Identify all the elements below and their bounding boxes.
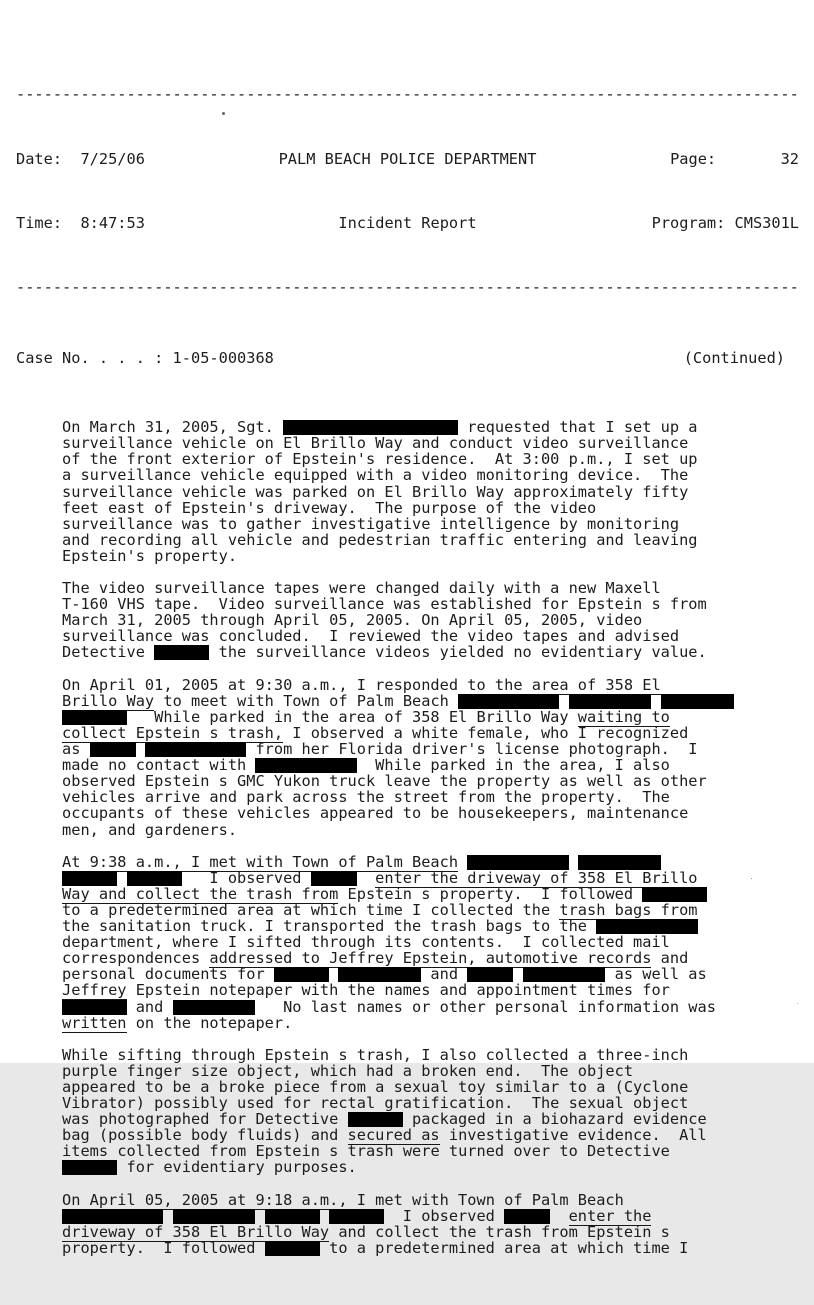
header-time [16, 215, 338, 231]
report-line [62, 741, 799, 757]
report-type-title: Incident Report [338, 214, 477, 233]
text-run: Epstein's property. [62, 546, 238, 565]
text-run: on the notepaper. [126, 1013, 293, 1032]
report-line [62, 934, 799, 950]
underlined-text: addressed to Jeffrey Epstein, automotive records [209, 949, 652, 968]
redaction-bar [569, 694, 652, 709]
report-body [16, 419, 799, 1256]
text-run: personal documents for [62, 965, 274, 984]
text-run: March 31, 2005 through April 05, 2005. On April 05, 2005, video [62, 611, 643, 630]
redaction-bar [274, 967, 329, 982]
text-run: made no contact with [62, 756, 256, 775]
text-run: feet east of Epstein's driveway. The purpose of the video [62, 498, 597, 517]
report-line [62, 757, 799, 773]
page-label: Page: [670, 149, 717, 168]
report-line [62, 773, 799, 789]
underlined-text: Way and collect the trash from [62, 884, 339, 903]
continued-note: (Continued) [683, 348, 785, 367]
report-document [16, 38, 799, 1304]
text-run: I observed [181, 868, 311, 887]
report-line [62, 1047, 799, 1063]
text-run: as [62, 740, 90, 759]
underlined-text: On April 05, 2005 at 9:18 a.m., [62, 1190, 348, 1209]
text-run: and recording all vehicle and pedestrian traffic entering and leaving [62, 530, 698, 549]
report-line [62, 805, 799, 821]
text-run: requested that I set up a [458, 418, 698, 437]
report-line [62, 725, 799, 741]
text-run: the sanitation truck. I transported the trash bags to the [62, 917, 597, 936]
report-line [62, 532, 799, 548]
time-value: 8:47:53 [80, 214, 145, 233]
report-line [62, 1208, 799, 1224]
redaction-bar [127, 871, 182, 886]
report-line [62, 580, 799, 596]
header-row-date [16, 151, 799, 167]
report-line [62, 612, 799, 628]
redaction-bar [661, 694, 735, 709]
date-value: 7/25/06 [80, 149, 145, 168]
redaction-bar [265, 1241, 320, 1256]
underlined-text: items [62, 1142, 109, 1161]
report-line [62, 902, 799, 918]
underlined-text: trash bags from [559, 900, 698, 919]
redaction-bar [338, 967, 421, 982]
text-run: appeared to be a broke piece from a sexual toy similar to a (Cyclone [62, 1078, 689, 1096]
redaction-bar [596, 919, 697, 934]
redaction-bar [504, 1209, 550, 1224]
report-line [62, 1159, 799, 1175]
text-run: property. I followed [62, 1238, 265, 1257]
header-program [477, 215, 799, 231]
text-run: Detective [62, 643, 155, 662]
report-line [62, 822, 799, 838]
redaction-bar [62, 1209, 163, 1224]
text-run: to meet with Town of Palm Beach [154, 691, 459, 710]
text-run: as well as [605, 965, 707, 984]
text-run: surveillance was concluded. I reviewed the video tapes and advised [62, 627, 680, 646]
redaction-bar [255, 758, 356, 773]
report-line [62, 854, 799, 870]
text-run: surveillance vehicle on El Brillo Way and conduct video surveillance [62, 434, 689, 453]
report-line [62, 677, 799, 693]
report-line [62, 950, 799, 966]
header-date [16, 151, 279, 167]
paragraph-2 [62, 580, 799, 660]
paragraph-4 [62, 854, 799, 1031]
underlined-text: enter the [568, 1206, 652, 1225]
text-run: of the front exterior of Epstein's residence. At 3:00 p.m., I set up [62, 450, 698, 469]
text-run: the surveillance videos yielded no evidentiary value. [209, 643, 707, 662]
underlined-text: At 9:38 a.m., I met with Town of Palm Beach [62, 852, 459, 871]
text-run: from her Florida driver's license photograph. I [246, 740, 698, 759]
report-line [62, 451, 799, 467]
text-run: Epstein s property. I followed [338, 884, 643, 903]
paragraph-5 [62, 1047, 799, 1176]
text-run: and [651, 949, 689, 968]
redaction-bar [62, 871, 117, 886]
underlined-text: written [62, 1013, 127, 1032]
paragraph-1 [62, 419, 799, 564]
underlined-text: Jeffrey [62, 981, 127, 1000]
redaction-bar [62, 1000, 126, 1015]
text-run: purple finger size object, which had a broken end. The object [62, 1061, 634, 1080]
text-run: and [126, 997, 173, 1016]
text-run: While parked in the area of 358 El Brillo Way [126, 707, 578, 726]
redaction-bar [145, 742, 246, 757]
text-run: While sifting through Epstein s trash, I also collected a three-inch [62, 1045, 689, 1064]
report-line [62, 1015, 799, 1031]
text-run: to a predetermined area at which time I collected the [62, 900, 560, 919]
department-title: PALM BEACH POLICE DEPARTMENT [278, 149, 537, 168]
redaction-bar [458, 694, 559, 709]
report-line [62, 435, 799, 451]
redaction-bar [173, 1000, 256, 1015]
header-row-time [16, 215, 799, 231]
redaction-bar [523, 967, 606, 982]
case-number: Case No. . . . : 1-05-000368 [16, 348, 274, 367]
report-line [62, 999, 799, 1015]
redaction-bar [265, 1209, 320, 1224]
redaction-bar [578, 855, 661, 870]
report-line [62, 1224, 799, 1240]
report-line [62, 484, 799, 500]
redaction-bar [154, 645, 209, 660]
text-run: No last names or other personal information was [255, 997, 716, 1016]
text-run: a surveillance vehicle equipped with a video monitoring device. The [62, 466, 689, 485]
report-line [62, 1079, 799, 1095]
text-run: and [421, 965, 468, 984]
text-run: investigative evidence. All [439, 1126, 707, 1145]
underlined-text: to the area of 358 El [467, 675, 661, 694]
redaction-bar [62, 1160, 117, 1175]
text-run: Epstein notepaper with the names and appointment times for [126, 981, 670, 1000]
report-line [62, 789, 799, 805]
text-run: On April 01, 2005 at 9:30 a.m., I responded [62, 675, 468, 694]
redaction-bar [311, 871, 357, 886]
program-value: CMS301L [734, 214, 799, 233]
underlined-text: Brillo Way [62, 691, 155, 710]
text-run: department, where I sifted through its contents. I collected mail [62, 933, 670, 952]
text-run: While parked in the area, I also [356, 756, 670, 775]
report-line [62, 644, 799, 660]
report-line [62, 1127, 799, 1143]
underlined-text: driveway of 358 El Brillo Way [62, 1222, 330, 1241]
paragraph-3 [62, 677, 799, 838]
report-line [62, 693, 799, 709]
text-run: I observed [384, 1206, 505, 1225]
text-run [569, 853, 578, 871]
text-run: correspondences [62, 949, 210, 968]
redaction-bar [642, 887, 706, 902]
text-run: occupants of these vehicles appeared to be housekeepers, maintenance [62, 804, 689, 823]
redaction-bar [467, 967, 513, 982]
text-run: men, and gardeners. [62, 820, 238, 839]
text-run: On March 31, 2005, Sgt. [62, 418, 284, 437]
report-line [62, 709, 799, 725]
text-run: Vibrator) possibly used for rectal gratification. The sexual object [62, 1094, 689, 1113]
case-number-row [16, 350, 799, 366]
redaction-bar [173, 1209, 256, 1224]
report-line [62, 966, 799, 982]
report-line [62, 467, 799, 483]
underlined-text: enter the driveway of 358 El Brillo [375, 868, 698, 887]
text-run: surveillance was to gather investigative intelligence by monitoring [62, 514, 680, 533]
date-label: Date: [16, 149, 63, 168]
redaction-bar [348, 1112, 403, 1127]
text-run: was photographed for Detective [62, 1110, 348, 1129]
text-run: and collect the trash from Epstein s [329, 1222, 670, 1241]
divider-bottom: ------------------------------------------------------------------------------------- [16, 278, 799, 297]
report-line [62, 628, 799, 644]
report-line [62, 1095, 799, 1111]
header-page [536, 151, 799, 167]
text-run: The video surveillance tapes were changed daily with a new Maxell [62, 579, 661, 598]
report-line [62, 419, 799, 435]
underlined-text: collect Epstein s trash, [62, 723, 284, 742]
underlined-text: waiting to [577, 707, 670, 726]
report-line [62, 1192, 799, 1208]
text-run: collected from Epstein s trash were turned over to Detective [108, 1142, 670, 1161]
text-run: packaged in a biohazard evidence [402, 1110, 707, 1129]
program-label: Program: [651, 214, 726, 233]
text-run [458, 853, 467, 871]
redaction-bar [283, 420, 458, 435]
report-line [62, 1111, 799, 1127]
time-label: Time: [16, 214, 63, 233]
report-line [62, 596, 799, 612]
text-run: bag (possible body fluids) and [62, 1126, 348, 1145]
text-run: vehicles arrive and park across the street from the property. The [62, 788, 670, 807]
report-line [62, 516, 799, 532]
redaction-bar [90, 742, 136, 757]
report-line [62, 1240, 799, 1256]
report-line [62, 500, 799, 516]
divider-top: ------------------------------------------------------------------------------------- [16, 85, 799, 104]
report-line [62, 1063, 799, 1079]
text-run: I met with Town of Palm Beach [347, 1190, 624, 1209]
text-run: T-160 VHS tape. Video surveillance was established for Epstein s from [62, 595, 707, 614]
report-line [62, 548, 799, 564]
report-line [62, 918, 799, 934]
redaction-bar [329, 1209, 384, 1224]
underlined-text: secured as [347, 1126, 440, 1145]
text-run: observed Epstein s GMC Yukon truck leave the property as well as other [62, 772, 707, 791]
report-line [62, 1143, 799, 1159]
report-line [62, 982, 799, 998]
text-run: surveillance vehicle was parked on El Brillo Way approximately fifty [62, 482, 689, 501]
text-run: for evidentiary purposes. [117, 1158, 357, 1177]
text-run: to a predetermined area at which time I [319, 1238, 689, 1257]
text-run: I observed a white female, who I recognized [283, 723, 689, 742]
report-line [62, 886, 799, 902]
paragraph-6 [62, 1192, 799, 1256]
report-line [62, 870, 799, 886]
redaction-bar [467, 855, 568, 870]
redaction-bar [62, 710, 126, 725]
page-number: 32 [780, 149, 799, 168]
